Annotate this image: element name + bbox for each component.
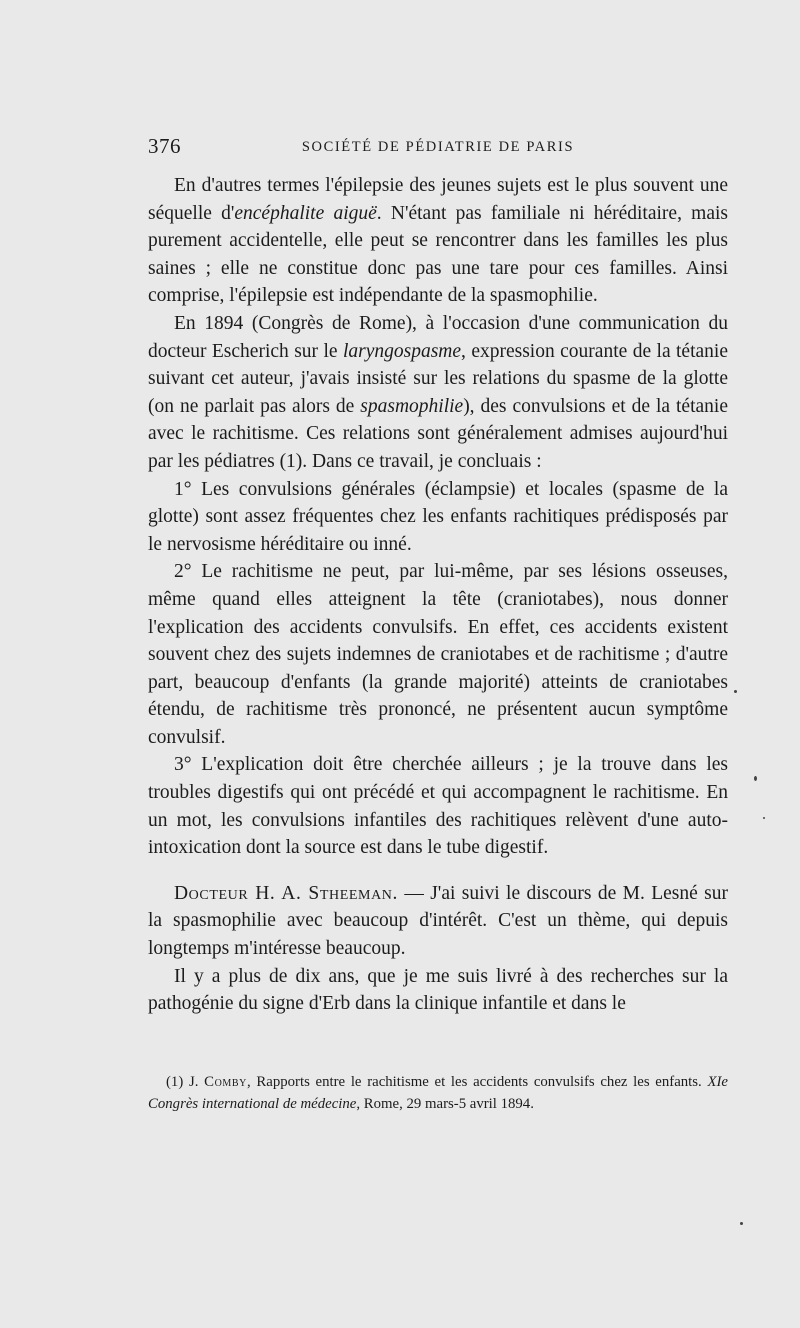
page-header [148, 134, 728, 164]
paragraph-stheeman: Docteur H. A. Stheeman. — J'ai suivi le discours de M. Lesné sur la spasmophilie avec beaucoup d'intérêt. C'est un thème, qui depuis longtemps m'intéresse beaucoup. [148, 882, 728, 960]
running-title: SOCIÉTÉ DE PÉDIATRIE DE PARIS [301, 139, 575, 155]
conclusion-3: 3° L'explication doit être cherchée ailleurs ; je la trouve dans les troubles digestifs qui ont précédé et qui accompagnent le rachitisme. En un mot, les convulsions infantiles des rachitiques relèvent d'une auto-intoxication dont la source est dans le tube digestif. [148, 754, 728, 859]
paragraph-1: En d'autres termes l'épilepsie des jeunes sujets est le plus souvent une séquelle d'encéphalite aiguë. N'étant pas familiale ni héréditaire, mais purement accidentelle, elle peut se rencontrer dans les familles les plus saines ; elle ne constitue donc pas une tare pour ces familles. Ainsi comprise, l'épilepsie est indépendante de la spasmophilie. [148, 175, 728, 307]
italic-term: laryngospasme [342, 340, 462, 362]
paper-speck [740, 1222, 743, 1225]
speaker-name: Docteur H. A. Stheeman. [174, 882, 398, 904]
paper-speck [734, 690, 737, 693]
body-text [148, 172, 728, 1018]
paragraph-final: Il y a plus de dix ans, que je me suis livré à des recherches sur la pathogénie du signe d'Erb dans la clinique infantile et dans le [148, 965, 728, 1015]
footnote-italic: XIe Congrès international de médecine [148, 1074, 728, 1112]
footnote [148, 1072, 728, 1115]
page-number: 376 [148, 134, 181, 158]
italic-term: spasmophilie [360, 395, 464, 417]
footnote-author: Comby [204, 1074, 247, 1090]
conclusion-2: 2° Le rachitisme ne peut, par lui-même, par ses lésions osseuses, même quand elles atteignent la tête (craniotabes), nous donner l'explication des accidents convulsifs. En effet, ces accidents existent souvent chez des sujets indemnes de craniotabes et de rachitisme ; d'autre part, beaucoup d'enfants (la grande majorité) atteints de craniotabes étendu, de rachitisme très prononcé, ne présentent aucun symptôme convulsif. [148, 561, 728, 748]
paper-speck [754, 776, 757, 781]
footnote-1: (1) J. Comby, Rapports entre le rachitisme et les accidents convulsifs chez les enfants. XIe Congrès international de médecine, Rome, 29 mars-5 avril 1894. [148, 1074, 728, 1112]
paragraph-2: En 1894 (Congrès de Rome), à l'occasion d'une communication du docteur Escherich sur le laryngospasme, expression courante de la tétanie suivant cet auteur, j'avais insisté sur les relations du spasme de la glotte (on ne parlait pas alors de spasmophilie), des convulsions et de la tétanie avec le rachitisme. Ces relations sont généralement admises aujourd'hui par les pédiatres (1). Dans ce travail, je concluais : [148, 312, 728, 472]
conclusion-1: 1° Les convulsions générales (éclampsie) et locales (spasme de la glotte) sont assez fréquentes chez les enfants rachitiques prédisposés par le nervosisme héréditaire ou inné. [148, 478, 728, 555]
paper-speck [763, 817, 765, 819]
italic-term: encéphalite aiguë [234, 202, 377, 224]
